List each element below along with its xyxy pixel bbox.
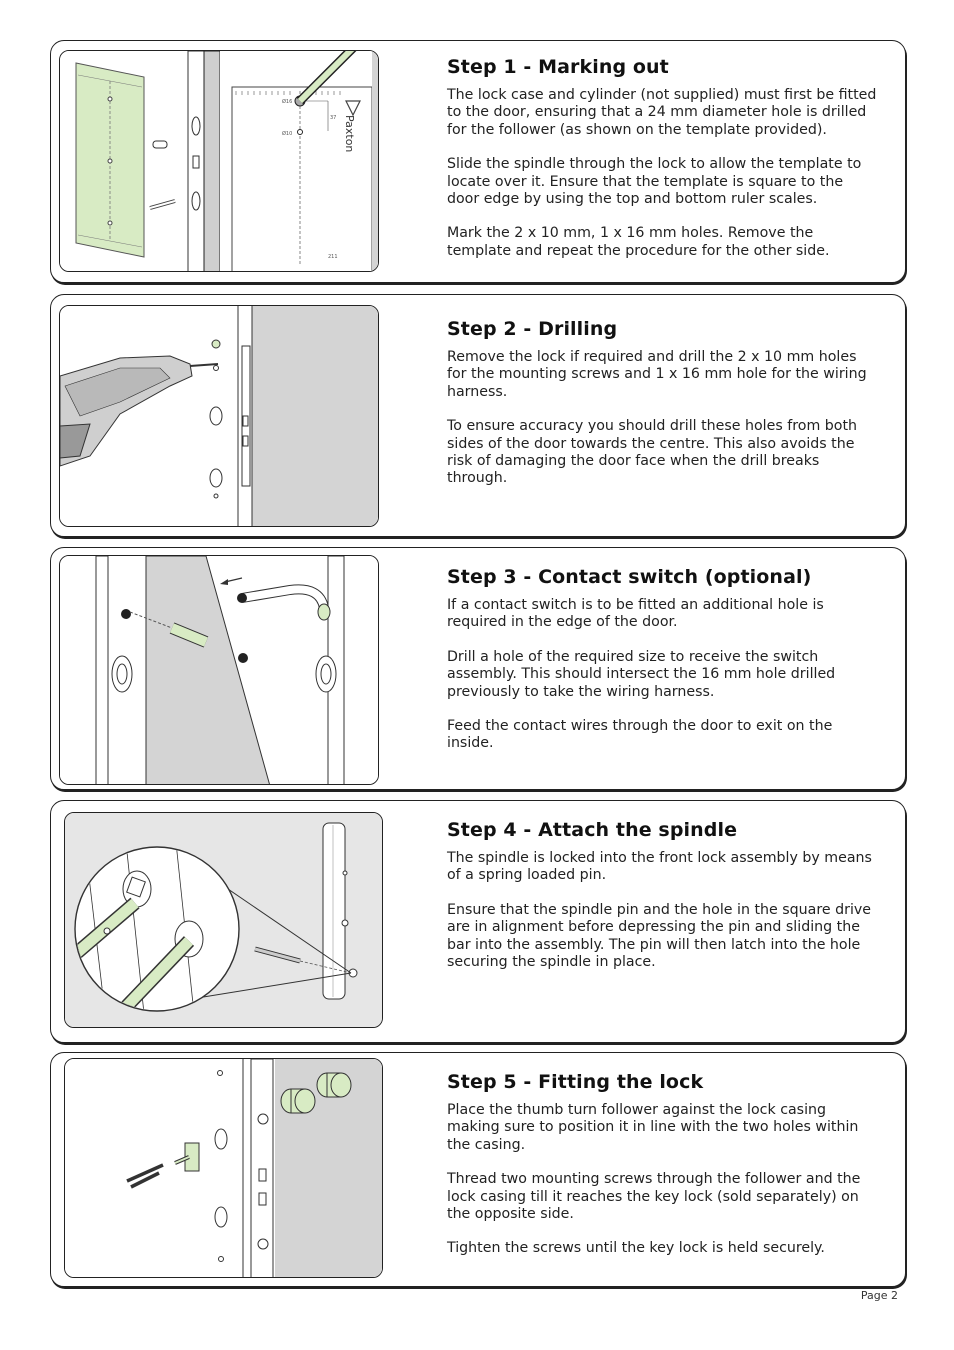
step-5-paragraph-2: Thread two mounting screws through the follower and the lock casing till it reaches the key lock (sold separately) on the opposite side. [447, 1171, 861, 1223]
step-4-paragraph-2: Ensure that the spindle pin and the hole in the square drive are in alignment before depressing the pin and sliding the bar into the assembly. The pin will then latch into the hole securing the spindle in place. [447, 901, 872, 971]
dim-16-label: Ø16 [282, 99, 293, 105]
step-4-panel [50, 800, 906, 1043]
step-2-text [447, 318, 877, 505]
step-4-title: Step 4 - Attach the spindle [447, 819, 738, 841]
step-3-title: Step 3 - Contact switch (optional) [447, 566, 812, 588]
step-5-text [447, 1071, 877, 1275]
step-1-illustration [59, 50, 379, 272]
step-5-panel [50, 1052, 906, 1287]
step-5-paragraph-3: Tighten the screws until the key lock is held securely. [447, 1240, 825, 1257]
paxton-logo-text: Paxton [343, 115, 356, 153]
step-5-title: Step 5 - Fitting the lock [447, 1071, 704, 1093]
step-3-paragraph-1: If a contact switch is to be fitted an additional hole is required in the edge of the door. [447, 597, 824, 631]
step-1-paragraph-1: The lock case and cylinder (not supplied) must first be fitted to the door, ensuring that a 24 mm diameter hole is drilled for the follower (as shown on the template provided). [447, 87, 877, 138]
step-4-text [447, 819, 877, 988]
dim-211-label: 211 [328, 254, 338, 260]
step-3-illustration [59, 555, 379, 785]
step-5-illustration [64, 1058, 383, 1278]
step-1-paragraph-2: Slide the spindle through the lock to allow the template to locate over it. Ensure that the template is square to the door edge by using the top and bottom ruler scales. [447, 156, 862, 208]
step-2-paragraph-1: Remove the lock if required and drill the 2 x 10 mm holes for the mounting screws and 1 x 16 mm hole for the wiring harness. [447, 349, 867, 400]
step-1-panel [50, 40, 906, 283]
step-2-panel [50, 294, 906, 537]
step-5-paragraph-1: Place the thumb turn follower against the lock casing making sure to position it in line with the two holes within the casing. [447, 1102, 859, 1153]
step-3-paragraph-3: Feed the contact wires through the door to exit on the inside. [447, 718, 833, 752]
step-1-text [447, 56, 877, 277]
step-2-title: Step 2 - Drilling [447, 318, 618, 340]
dim-37-label: 37 [330, 115, 337, 121]
step-1-title: Step 1 - Marking out [447, 56, 669, 78]
step-2-paragraph-2: To ensure accuracy you should drill these holes from both sides of the door towards the centre. This also avoids the risk of damaging the door face when the drill breaks through. [447, 418, 858, 487]
step-4-illustration [64, 812, 383, 1028]
step-4-paragraph-1: The spindle is locked into the front lock assembly by means of a spring loaded pin. [447, 850, 872, 884]
step-3-text [447, 566, 877, 770]
step-3-paragraph-2: Drill a hole of the required size to receive the switch assembly. This should intersect the 16 mm hole drilled previously to take the wiring harness. [447, 648, 836, 700]
step-1-paragraph-3: Mark the 2 x 10 mm, 1 x 16 mm holes. Remove the template and repeat the procedure for the other side. [447, 225, 830, 259]
dim-10-label: Ø10 [282, 131, 293, 137]
step-2-illustration [59, 305, 379, 527]
step-3-panel [50, 547, 906, 790]
page-number: Page 2 [860, 1289, 898, 1302]
